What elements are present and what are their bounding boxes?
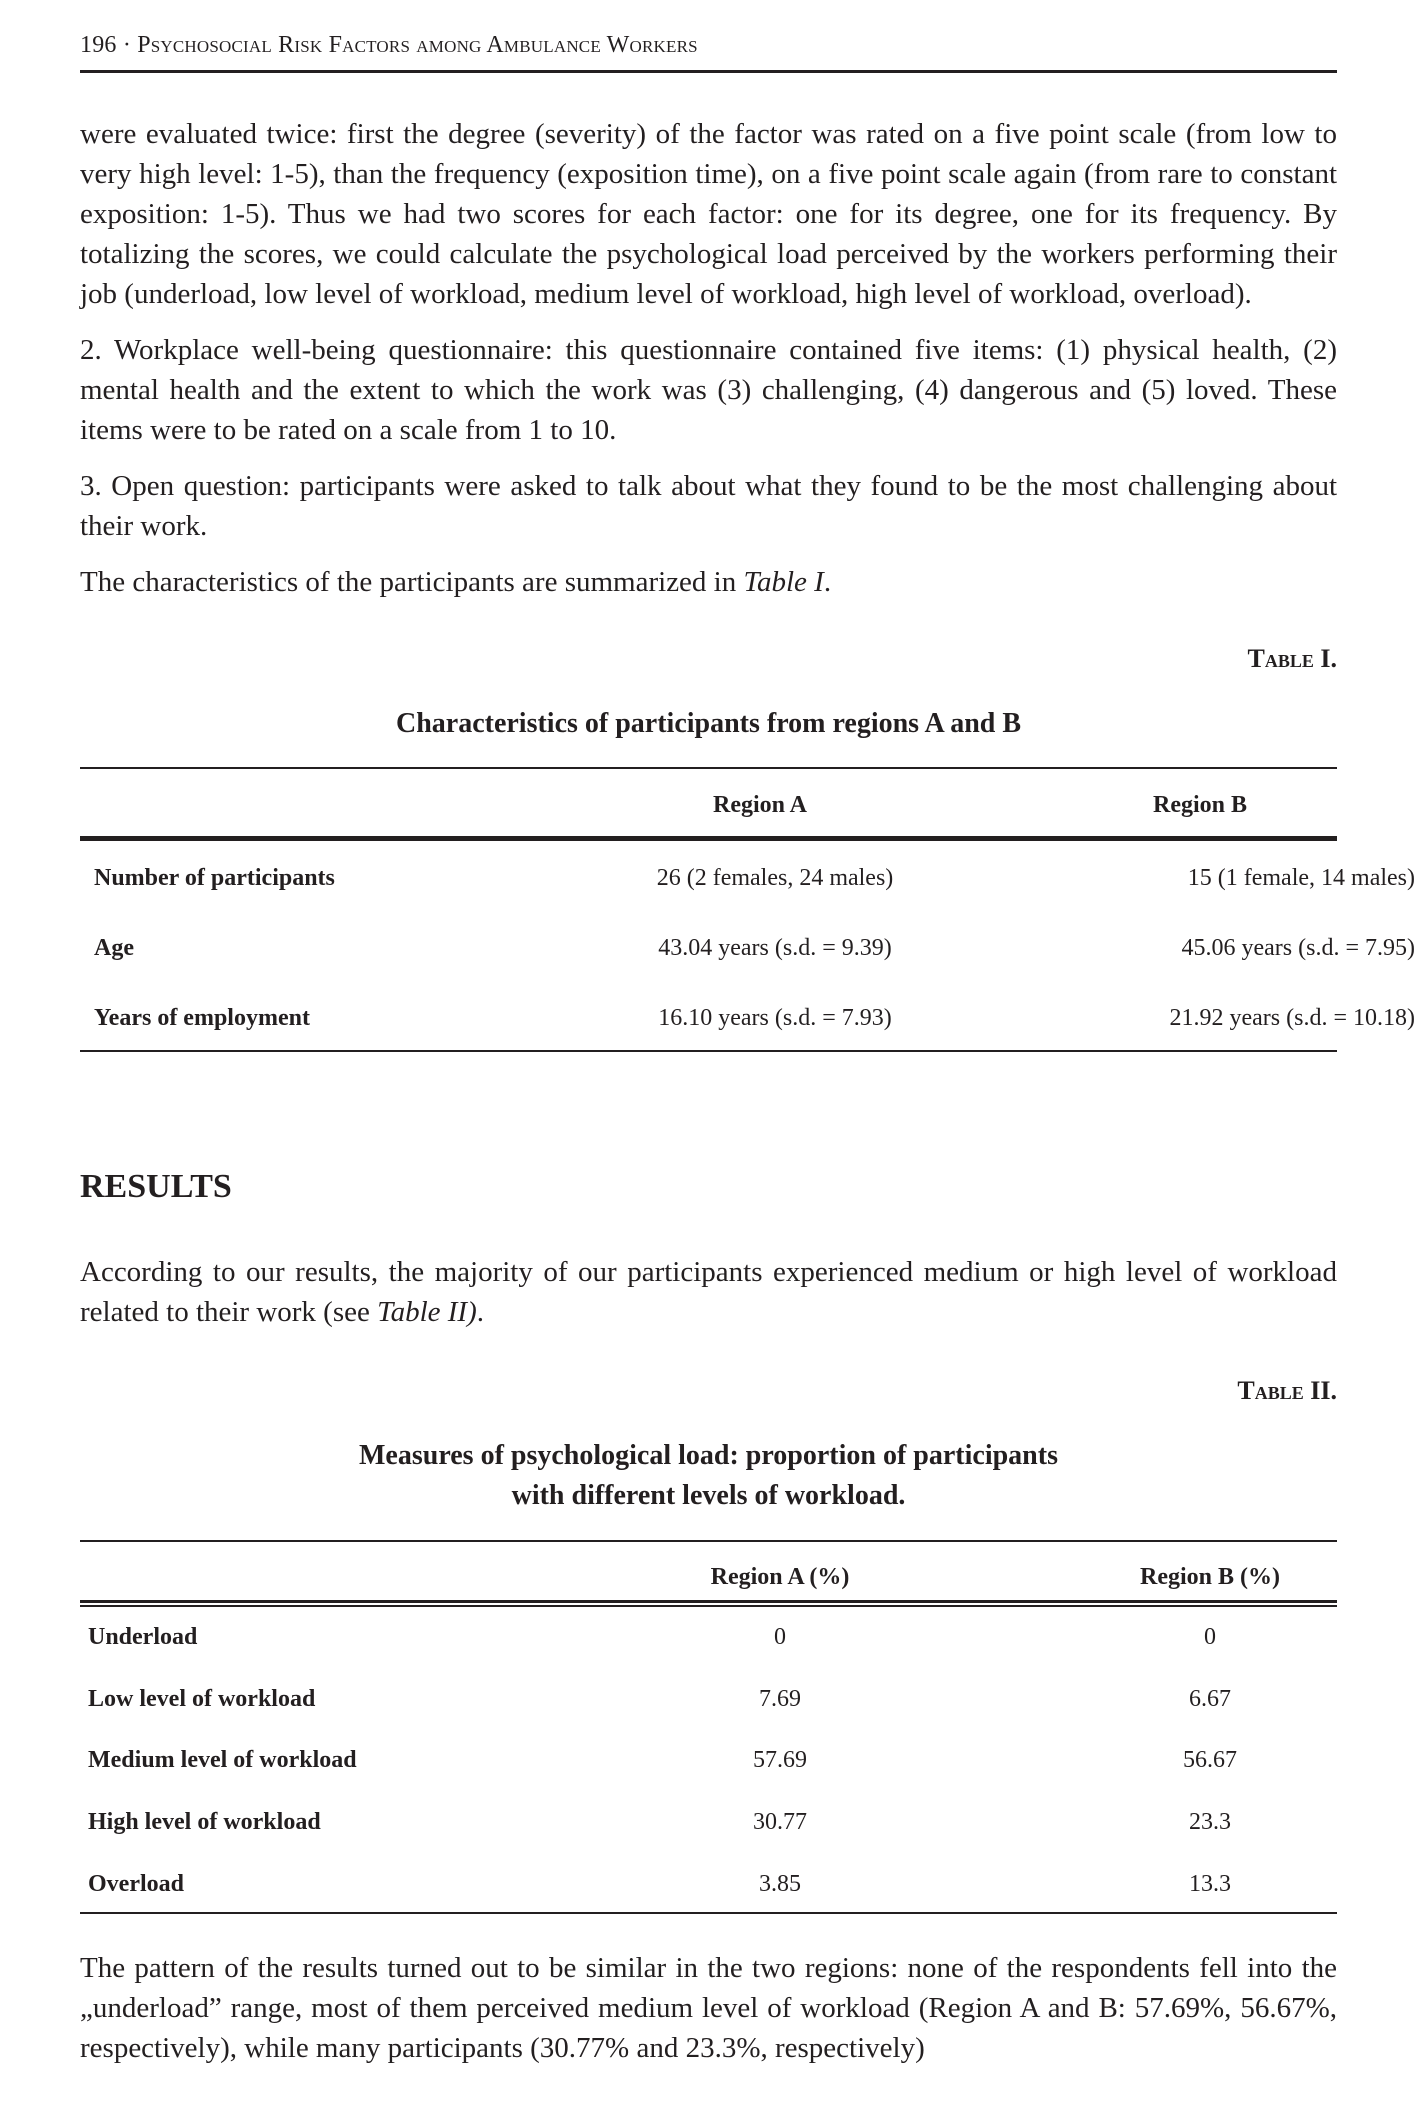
table1-header-rule	[80, 836, 1337, 841]
table2-header-row	[80, 1557, 1337, 1597]
cell-region-b: 13.3	[1189, 1871, 1231, 1897]
cell-region-a: 43.04 years (s.d. = 9.39)	[658, 935, 892, 961]
cell-region-a: 3.85	[759, 1871, 801, 1897]
cell-region-b: 45.06 years (s.d. = 7.95)	[1181, 935, 1415, 961]
table2-col-region-a: Region A (%)	[710, 1564, 850, 1590]
table1-bottom-rule	[80, 1050, 1337, 1052]
table-row	[80, 1802, 1337, 1842]
paragraph-table1-intro: The characteristics of the participants are summarized in Table I.	[80, 566, 832, 598]
header-separator: ·	[122, 32, 132, 58]
cell-region-a: 57.69	[753, 1747, 807, 1773]
table2-caption	[80, 1436, 1337, 1516]
row-label: High level of workload	[88, 1809, 321, 1835]
table-row	[80, 1864, 1337, 1904]
cell-region-a: 30.77	[753, 1809, 807, 1835]
cell-region-b: 56.67	[1183, 1747, 1237, 1773]
header-rule	[80, 70, 1337, 73]
table-row	[80, 858, 1415, 898]
cell-region-b: 6.67	[1189, 1686, 1231, 1712]
table2-caption-line2: with different levels of workload.	[511, 1480, 906, 1511]
cell-region-b: 15 (1 female, 14 males)	[1187, 865, 1415, 891]
table2-col-region-b: Region B (%)	[1140, 1564, 1280, 1590]
cell-region-b: 0	[1204, 1624, 1216, 1650]
table2-caption-line1: Measures of psychological load: proportion of participants	[359, 1440, 1058, 1471]
section-heading-results: RESULTS	[80, 1168, 232, 1205]
cell-region-a: 26 (2 females, 24 males)	[656, 865, 894, 891]
table1-reference: Table I	[743, 566, 824, 598]
table1-col-region-a: Region A	[712, 792, 807, 818]
table-row	[80, 1740, 1337, 1780]
row-label: Underload	[88, 1624, 198, 1650]
paragraph-open-question: 3. Open question: participants were asked to talk about what they found to be the most challenging about their work.	[80, 470, 1337, 542]
table-row	[80, 998, 1415, 1038]
table1-label: Table I.	[1247, 644, 1337, 673]
running-title: Psychosocial Risk Factors among Ambulance Workers	[137, 32, 698, 58]
cell-region-a: 7.69	[759, 1686, 801, 1712]
table1-top-rule	[80, 767, 1337, 769]
cell-region-a: 16.10 years (s.d. = 7.93)	[658, 1005, 892, 1031]
table-row	[80, 928, 1415, 968]
table2-header-rule-upper	[80, 1600, 1337, 1603]
table1-caption: Characteristics of participants from regions A and B	[395, 708, 1022, 739]
row-label: Low level of workload	[88, 1686, 316, 1712]
row-label: Number of participants	[94, 865, 335, 891]
table2-label: Table II.	[1237, 1376, 1337, 1405]
paragraph-wellbeing: 2. Workplace well-being questionnaire: this questionnaire contained five items: (1) physical health, (2) mental health and the extent to which the work was (3) challenging, (4) dangerous and (5) loved. These items were to be rated on a scale from 1 to 10.	[80, 334, 1337, 446]
page-number: 196	[80, 32, 117, 58]
table2-header-rule-lower	[80, 1605, 1337, 1607]
table-row	[80, 1617, 1337, 1657]
methods-text	[80, 114, 1337, 618]
cell-region-b: 23.3	[1189, 1809, 1231, 1835]
row-label: Years of employment	[94, 1005, 310, 1031]
closing-paragraph: The pattern of the results turned out to be similar in the two regions: none of the respondents fell into the „underload” range, most of them perceived medium level of workload (Region A and B: 57.69%, 56.67%, respectively), while many participants (30.77% and 23.3%, respectively)	[80, 1952, 1337, 2064]
table2-reference: Table II)	[377, 1296, 477, 1328]
table2-top-rule	[80, 1540, 1337, 1542]
paragraph-scales: were evaluated twice: first the degree (severity) of the factor was rated on a five point scale (from low to very high level: 1-5), than the frequency (exposition time), on a five point scale again (from rare to constant exposition: 1-5). Thus we had two scores for each factor: one for its degree, one for its frequency. By totalizing the scores, we could calculate the psychological load perceived by the workers performing their job (underload, low level of workload, medium level of workload, high level of workload, overload).	[80, 118, 1337, 310]
table1-header-row	[80, 785, 1337, 825]
row-label: Medium level of workload	[88, 1747, 357, 1773]
cell-region-b: 21.92 years (s.d. = 10.18)	[1169, 1005, 1415, 1031]
table1-col-region-b: Region B	[1152, 792, 1247, 818]
results-intro: According to our results, the majority of our participants experienced medium or high level of workload related to their work (see Table II).	[80, 1256, 1337, 1328]
running-header	[80, 32, 698, 59]
row-label: Age	[94, 935, 134, 961]
row-label: Overload	[88, 1871, 184, 1897]
table2-bottom-rule	[80, 1912, 1337, 1914]
table-row	[80, 1679, 1337, 1719]
cell-region-a: 0	[774, 1624, 786, 1650]
